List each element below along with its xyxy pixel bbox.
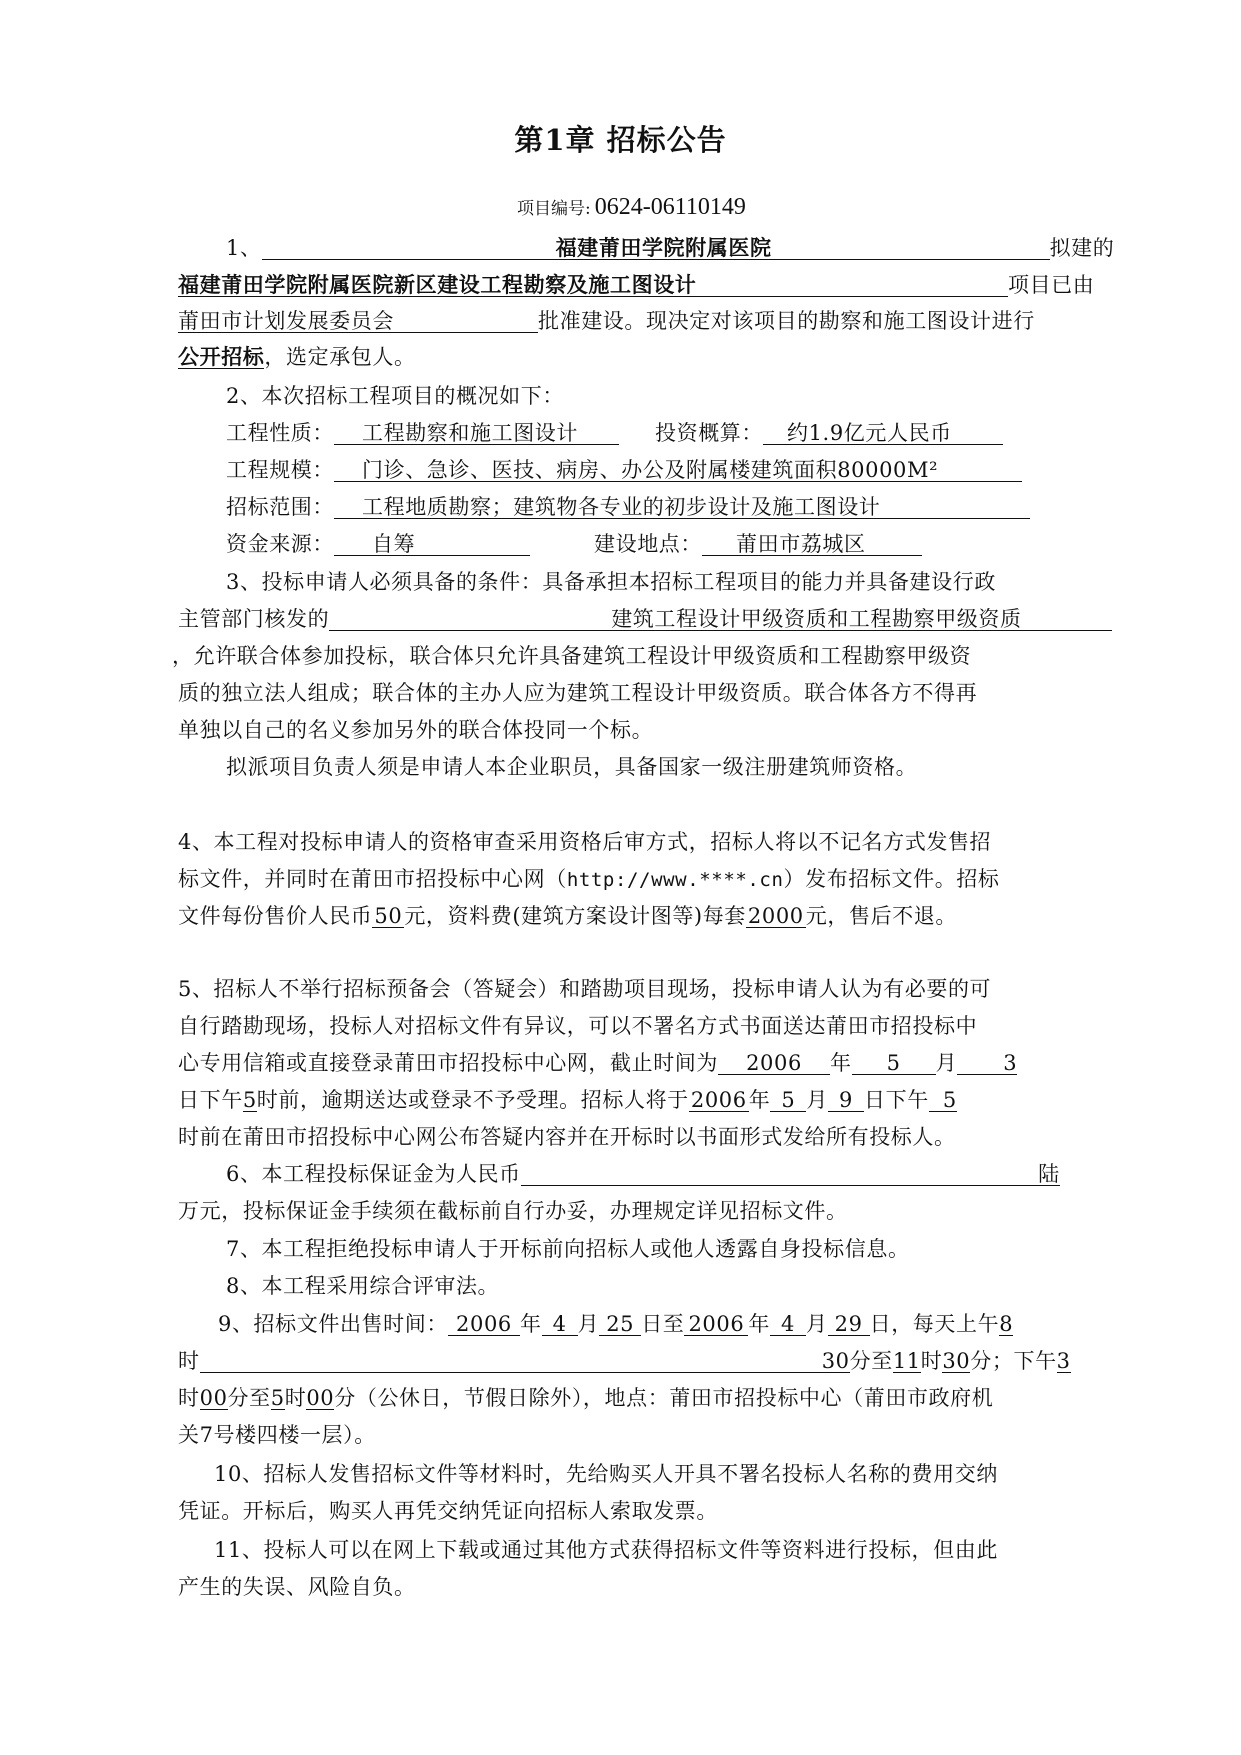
para3-line5: 单独以自己的名义参加另外的联合体投同一个标。 bbox=[178, 718, 654, 742]
sale-end-day: 29 bbox=[828, 1313, 870, 1336]
para1-line2: 福建莆田学院附属医院新区建设工程勘察及施工图设计 项目已由 bbox=[178, 272, 1095, 297]
project-number bbox=[517, 194, 746, 221]
para9-line1: 9、招标文件出售时间： 2006 年 4 月 25 日至 2006 年 4 月 29 日，每天上午8 bbox=[218, 1312, 1014, 1336]
sale-end-month: 4 bbox=[770, 1313, 806, 1336]
sale-start-day: 25 bbox=[599, 1313, 641, 1336]
question-deadline-day: 3 bbox=[957, 1052, 1017, 1075]
sale-pm-end-minute: 00 bbox=[306, 1386, 335, 1410]
sale-start-month: 4 bbox=[542, 1313, 578, 1336]
para5-line2: 自行踏勘现场，投标人对招标文件有异议，可以不署名方式书面送达莆田市招投标中 bbox=[178, 1014, 978, 1038]
para9-line2: 时 30分至11时30分；下午3 bbox=[178, 1349, 1071, 1373]
reply-day: 9 bbox=[828, 1089, 864, 1112]
para6-line1: 6、本工程投标保证金为人民币 陆 bbox=[226, 1162, 1060, 1186]
required-qualification: 建筑工程设计甲级资质和工程勘察甲级资质 bbox=[329, 608, 1112, 631]
para11-line2: 产生的失误、风险自负。 bbox=[178, 1575, 416, 1599]
reply-month: 5 bbox=[770, 1089, 806, 1112]
sale-am-end-minute: 30 bbox=[942, 1349, 971, 1373]
para2-heading: 2、本次招标工程项目的概况如下： bbox=[226, 384, 564, 408]
project-number-label: 项目编号: bbox=[517, 199, 591, 219]
question-deadline-year: 2006 bbox=[718, 1052, 830, 1075]
sale-pm-minute: 00 bbox=[199, 1386, 228, 1410]
para7: 7、本工程拒绝投标申请人于开标前向招标人或他人透露自身投标信息。 bbox=[226, 1237, 910, 1261]
approver-name: 莆田市计划发展委员会 bbox=[178, 310, 538, 333]
para1-line1: 1、 福建莆田学院附属医院 拟建的 bbox=[226, 235, 1115, 260]
para5-line5: 时前在莆田市招投标中心网公布答疑内容并在开标时以书面形式发给所有投标人。 bbox=[178, 1125, 956, 1149]
project-scale: 门诊、急诊、医技、病房、办公及附属楼建筑面积80000M² bbox=[334, 459, 1022, 482]
para9-line3: 时00分至5时00分（公休日，节假日除外），地点：莆田市招投标中心（莆田市政府机 bbox=[178, 1386, 994, 1410]
question-deadline-hour: 5 bbox=[242, 1088, 257, 1112]
project-nature-row: 工程性质： 工程勘察和施工图设计 投资概算： 约1.9亿元人民币 bbox=[226, 421, 1166, 445]
para3-line1: 3、投标申请人必须具备的条件：具备承担本招标工程项目的能力并具备建设行政 bbox=[226, 570, 996, 594]
para9-line4: 关7号楼四楼一层）。 bbox=[178, 1423, 376, 1447]
fund-source: 自筹 bbox=[334, 533, 530, 556]
tender-center-url[interactable]: http://www.****.cn bbox=[566, 869, 784, 891]
para4-line1: 4、本工程对投标申请人的资格审查采用资格后审方式，招标人将以不记名方式发售招 bbox=[178, 830, 992, 854]
para5-line4: 日下午5时前，逾期送达或登录不予受理。招标人将于2006年 5 月 9 日下午 5 bbox=[178, 1088, 957, 1112]
para3-line4: 质的独立法人组成；联合体的主办人应为建筑工程设计甲级资质。联合体各方不得再 bbox=[178, 681, 978, 705]
sale-am-minute: 30 bbox=[200, 1350, 850, 1373]
para5-line1: 5、招标人不举行招标预备会（答疑会）和踏勘项目现场，投标申请人认为有必要的可 bbox=[178, 977, 992, 1001]
para6-line2: 万元，投标保证金手续须在截标前自行办妥，办理规定详见招标文件。 bbox=[178, 1199, 848, 1223]
fund-location-row: 资金来源： 自筹 建设地点： 莆田市荔城区 bbox=[226, 532, 1166, 556]
para11-line1: 11、投标人可以在网上下载或通过其他方式获得招标文件等资料进行投标，但由此 bbox=[214, 1538, 998, 1562]
tender-scope: 工程地质勘察；建筑物各专业的初步设计及施工图设计 bbox=[334, 496, 1030, 519]
para5-line3: 心专用信箱或直接登录莆田市招投标中心网，截止时间为 2006 年 5 月 3 bbox=[178, 1051, 1018, 1075]
investment-estimate: 约1.9亿元人民币 bbox=[763, 422, 1003, 445]
para3-line2: 主管部门核发的 建筑工程设计甲级资质和工程勘察甲级资质 bbox=[178, 607, 1118, 631]
para4-line2: 标文件，并同时在莆田市招投标中心网（http://www.****.cn）发布招标文件。招标 bbox=[178, 867, 1000, 891]
project-number-value: 0624-06110149 bbox=[594, 194, 746, 220]
para4-line3: 文件每份售价人民币50元，资料费(建筑方案设计图等)每套2000元，售后不退。 bbox=[178, 904, 957, 928]
project-name: 福建莆田学院附属医院新区建设工程勘察及施工图设计 bbox=[178, 274, 1008, 297]
tender-method: 公开招标 bbox=[178, 344, 265, 369]
reply-hour: 5 bbox=[929, 1089, 957, 1112]
material-fee: 2000 bbox=[747, 904, 804, 928]
para1-line4: 公开招标，选定承包人。 bbox=[178, 344, 416, 369]
document-price: 50 bbox=[374, 904, 403, 928]
construction-location: 莆田市荔城区 bbox=[702, 533, 922, 556]
para8: 8、本工程采用综合评审法。 bbox=[226, 1274, 500, 1298]
sale-pm-hour: 3 bbox=[1056, 1349, 1071, 1373]
project-nature: 工程勘察和施工图设计 bbox=[334, 422, 619, 445]
sale-pm-end-hour: 5 bbox=[270, 1386, 285, 1410]
para3-line6: 拟派项目负责人须是申请人本企业职员，具备国家一级注册建筑师资格。 bbox=[226, 755, 918, 779]
sale-am-end-hour: 11 bbox=[892, 1349, 921, 1373]
sale-end-year: 2006 bbox=[684, 1313, 748, 1336]
para1-line3: 莆田市计划发展委员会 批准建设。现决定对该项目的勘察和施工图设计进行 bbox=[178, 309, 1035, 333]
para10-line1: 10、招标人发售招标文件等材料时，先给购买人开具不署名投标人名称的费用交纳 bbox=[214, 1462, 998, 1486]
sale-am-hour: 8 bbox=[999, 1312, 1014, 1336]
sale-start-year: 2006 bbox=[448, 1313, 520, 1336]
tender-scope-row: 招标范围： 工程地质勘察；建筑物各专业的初步设计及施工图设计 bbox=[226, 495, 1166, 519]
project-scale-row: 工程规模： 门诊、急诊、医技、病房、办公及附属楼建筑面积80000M² bbox=[226, 458, 1166, 482]
reply-year: 2006 bbox=[689, 1089, 749, 1112]
bid-bond-amount: 陆 bbox=[521, 1163, 1060, 1186]
para3-line3: ，允许联合体参加投标，联合体只允许具备建筑工程设计甲级资质和工程勘察甲级资 bbox=[172, 644, 972, 668]
question-deadline-month: 5 bbox=[852, 1052, 936, 1075]
tenderer-name: 福建莆田学院附属医院 bbox=[262, 237, 1050, 260]
chapter-title: 第1章 招标公告 bbox=[514, 123, 727, 157]
para10-line2: 凭证。开标后，购买人再凭交纳凭证向招标人索取发票。 bbox=[178, 1499, 718, 1523]
